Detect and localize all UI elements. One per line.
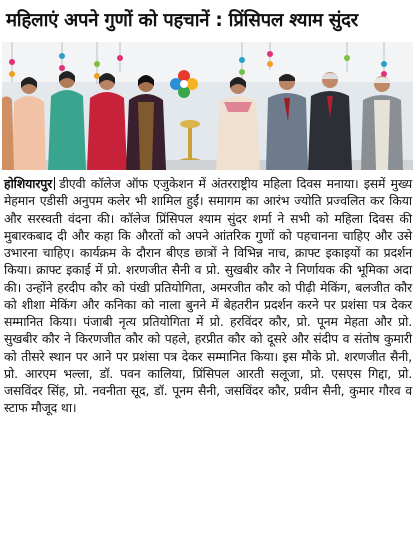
dateline-separator bbox=[54, 177, 55, 190]
news-photo bbox=[2, 42, 413, 170]
article-body bbox=[4, 175, 412, 417]
dateline: होशियारपुर bbox=[4, 176, 53, 191]
headline: महिलाएं अपने गुणों को पहचानें : प्रिंसिपल श्याम सुंदर bbox=[6, 10, 358, 31]
group-photo-illustration bbox=[2, 42, 413, 170]
article-text: डीएवी कॉलेज ऑफ एजुकेशन में अंतरराष्ट्रीय महिला दिवस मनाया। इसमें मुख्य मेहमान एडीसी अनुपम कलेर भी शामिल हुईं। समागम का आरंभ ज्योति प्रज्वलित कर किया और सरस्वती वंदना की। कॉलेज प्रिंसिपल श्याम सुंदर शर्मा ने सभी को महिला दिवस की मुबारकबाद दी और कहा कि औरतों को अपने आंतरिक गुणों को पहचानना चाहिए और उसे उभारना चाहिए। कार्यक्रम के दौरान बीएड छात्रों ने विभिन्न नाच, क्राफ्ट इकाइयों का प्रदर्शन किया। क्राफ्ट इकाई में प्रो. शरणजीत सैनी व प्रो. सुखबीर कौर ने निर्णायक की भूमिका अदा की। उन्होंने हरदीप कौर को पंखी प्रतियोगिता, अमरजीत कौर को पीढ़ी मेकिंग, बलजीत कौर को शीशा मेकिंग और कनिका को नाला बुनने में बेहतरीन प्रदर्शन करने पर प्रशंसा पत्र देकर सम्मानित किया। पंजाबी नृत्य प्रतियोगिता में प्रो. हरविंदर कौर, प्रो. पूनम मेहता और प्रो. सुखबीर कौर ने किरणजीत कौर को पहले, हरप्रीत कौर को दूसरे और संदीप व संतोष कुमारी को तीसरे स्थान पर आने पर प्रशंसा पत्र देकर सम्मानित किया। इस मौके प्रो. शरणजीत सैनी, प्रो. आरएम भल्ला, डॉ. पवन कालिया, प्रिंसिपल आरती सलूजा, प्रो. एसएस गिद्दा, प्रो. जसविंदर सिंह, प्रो. नवनीता सूद, डॉ. पूनम सैनी, जसविंदर कौर, प्रवीन सैनी, कुमार गौरव व स्टाफ मौजूद था। bbox=[4, 176, 412, 416]
